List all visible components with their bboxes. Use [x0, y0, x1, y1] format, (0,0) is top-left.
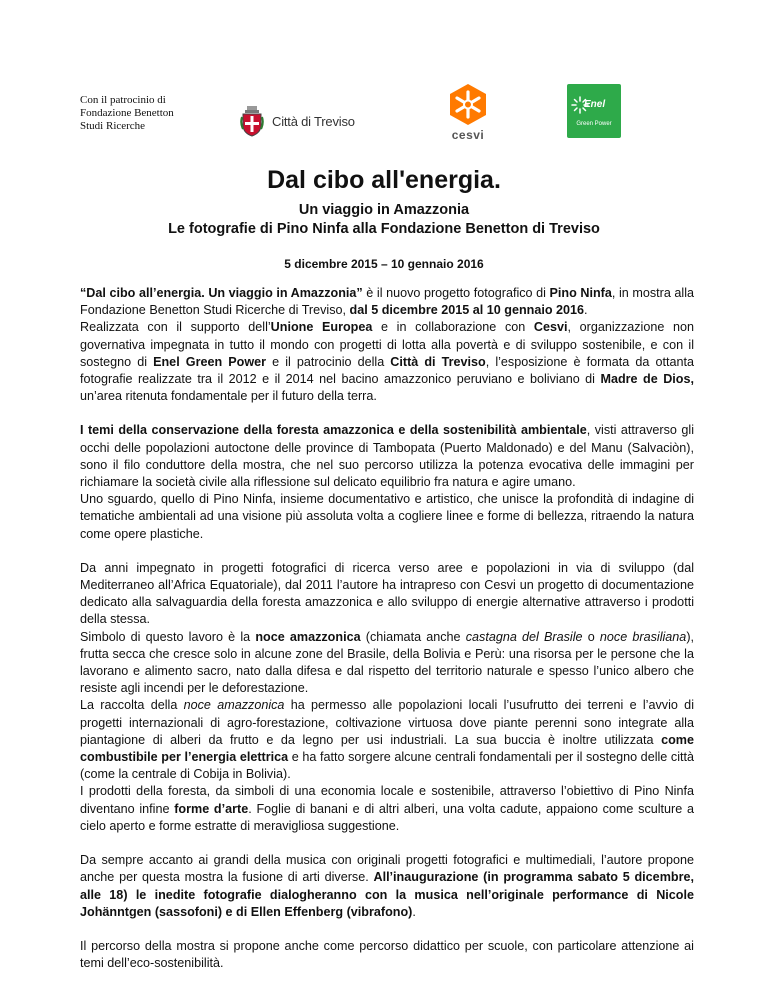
- paragraph-intro: [80, 285, 694, 405]
- text-run: , visti attraverso gli occhi delle popolazioni autoctone delle province di Tambopata (Puerto Maldonado) e del Manu (Salvaciòn), sono il filo conduttore della mostra, che nel suo percorso utilizza la potenza evocativa delle immagini per richiamare la società civile alla riflessione sul delicato equilibrio fra natura e agire umano.: [80, 423, 694, 490]
- text-run: , organizzazione non governativa impegnata in tutto il mondo con progetti di lotta alla povertà e di sviluppo sostenibile, e con il sostegno di: [80, 320, 694, 369]
- fuel-highlight: come combustibile per l’energia elettrica: [80, 732, 694, 765]
- treviso-crest-icon: [240, 105, 264, 137]
- patronage-line: Con il patrocinio di: [80, 94, 166, 106]
- partner-cesvi: Cesvi: [533, 320, 568, 335]
- cesvi-star-icon: [446, 84, 490, 126]
- date-range: dal 5 dicembre 2015 al 10 gennaio 2016: [349, 303, 585, 318]
- italic-term: noce brasiliana: [599, 629, 687, 644]
- text-run: un’area ritenuta fondamentale per il futuro della terra.: [80, 389, 377, 404]
- themes-line-1: [80, 422, 694, 491]
- text-run: o: [582, 629, 600, 644]
- enel-green-power-logo: [567, 84, 621, 138]
- subtitle-1: Un viaggio in Amazzonia: [298, 202, 470, 218]
- inauguration-highlight: All’inaugurazione (in programma sabato 5 dicembre, alle 18) le inedite fotografie dialogheranno con la musica nell’originale performance di Nicole Johänntgen (sassofoni) e di Ellen Effenberg (vibrafono): [80, 870, 694, 919]
- subtitle-2: Le fotografie di Pino Ninfa alla Fondazione Benetton di Treviso: [168, 221, 600, 237]
- intro-line-2: [80, 319, 694, 405]
- noce-amazzonica: noce amazzonica: [255, 629, 361, 644]
- citta-di-treviso-logo: [240, 103, 355, 139]
- text-run: Realizzata con il supporto dell’: [80, 320, 271, 335]
- project-line-4: [80, 783, 694, 835]
- text-run: e il patrocinio della: [266, 354, 391, 369]
- italic-term: castagna del Brasile: [465, 629, 583, 644]
- patronage-text: [80, 94, 230, 133]
- text-run: .: [412, 904, 416, 919]
- treviso-label: Città di Treviso: [272, 113, 355, 129]
- exhibition-title-quote: “Dal cibo all’energia. Un viaggio in Amazzonia”: [80, 286, 363, 300]
- italic-term: noce amazzonica: [183, 698, 285, 713]
- cesvi-label: cesvi: [451, 128, 485, 142]
- text-run: ha permesso alle popolazioni locali l’usufrutto dei terreni e l’avvio di progetti internazionali di agro-forestazione, coltivazione virtuosa dove piante perenni sono integrate alla piantagione di alberi da frutto e da legno per usi industriali. La sua buccia è inoltre utilizzata: [80, 698, 694, 747]
- patronage-line: Fondazione Benetton: [80, 107, 174, 119]
- themes-highlight: I temi della conservazione della foresta amazzonica e della sostenibilità ambientale: [80, 423, 587, 438]
- text-run: .: [584, 303, 588, 318]
- text-run: e in collaborazione con: [372, 320, 534, 335]
- paragraph-themes: [80, 422, 694, 542]
- text-run: e ha fatto sorgere alcune centrali fondamentali per il sostegno delle città (come la centrale di Cobija in Bolivia).: [80, 750, 694, 782]
- enel-sub-label: Green Power: [576, 121, 612, 127]
- project-line-2: [80, 629, 694, 698]
- text-run: , in mostra alla Fondazione Benetton Studi Ricerche di Treviso,: [80, 286, 695, 318]
- text-run: . Foglie di banani e di altri alberi, una volta cadute, appaiono come sculture a cielo aperto e forme estratte di meravigliosa suggestione.: [80, 801, 694, 833]
- text-run: ), frutta secca che cresce solo in alcune zone del Brasile, della Bolivia e Perù: una risorsa per le persone che la lavorano e alimento sacro, nato dalla difesa e dal rispetto del territorio naturale e spesso l’unico albero che resiste agli incendi per le deforestazione.: [80, 629, 695, 696]
- art-forms-highlight: forme d’arte: [174, 801, 249, 816]
- paragraph-education: [80, 938, 694, 972]
- patron-treviso: Città di Treviso: [390, 354, 486, 369]
- text-run: La raccolta della: [80, 698, 184, 713]
- sponsor-enel: Enel Green Power: [153, 354, 267, 369]
- text-run: Da sempre accanto ai grandi della musica con originali progetti fotografici e multimediali, l’autore propone anche per questa mostra la fusione di arti diverse.: [80, 853, 694, 885]
- cesvi-logo: [446, 84, 490, 142]
- project-line-1: Da anni impegnato in progetti fotografici di ricerca verso aree e popolazioni in via di sviluppo (dal Mediterraneo all’Africa Equatoriale), dal 2011 l’autore ha intrapreso con Cesvi un progetto di documentazione dedicato alla salvaguardia della foresta amazzonica e allo sviluppo di energie alternative attraverso i prodotti della stessa.: [80, 560, 694, 627]
- author-name: Pino Ninfa: [549, 286, 612, 300]
- enel-label: Enel: [584, 99, 606, 110]
- press-release-body: [80, 285, 694, 989]
- paragraph-project: [80, 560, 694, 835]
- project-line-3: [80, 697, 694, 783]
- text-run: è il nuovo progetto fotografico di: [362, 286, 550, 300]
- themes-line-2: Uno sguardo, quello di Pino Ninfa, insieme documentativo e artistico, che unisce la profondità di indagine di tematiche ambientali ad una visione più assoluta volta a cogliere linee e forme di bellezza, ritraendo la natura come opere plastiche.: [80, 492, 694, 541]
- text-run: Il percorso della mostra si propone anche come percorso didattico per scuole, con particolare attenzione ai temi dell’eco-sostenibilità.: [80, 938, 694, 971]
- region-name: Madre de Dios,: [600, 372, 695, 387]
- page-title: Dal cibo all'energia.: [267, 166, 501, 194]
- paragraph-music: [80, 852, 694, 921]
- intro-line-1: [80, 285, 694, 319]
- text-run: (chiamata anche: [360, 629, 466, 644]
- text-run: Simbolo di questo lavoro è la: [80, 629, 256, 644]
- text-run: I prodotti della foresta, da simboli di una economia locale e sostenibile, attraverso l’obiettivo di Pino Ninfa diventano infine: [80, 784, 694, 816]
- text-run: , l’esposizione è formata da ottanta fotografie realizzate tra il 2012 e il 2014 nel bacino amazzonico peruviano e boliviano di: [80, 354, 694, 387]
- sponsor-eu: Unione Europea: [270, 320, 373, 335]
- exhibition-dates: 5 dicembre 2015 – 10 gennaio 2016: [284, 257, 484, 271]
- patronage-line: Studi Ricerche: [80, 120, 146, 132]
